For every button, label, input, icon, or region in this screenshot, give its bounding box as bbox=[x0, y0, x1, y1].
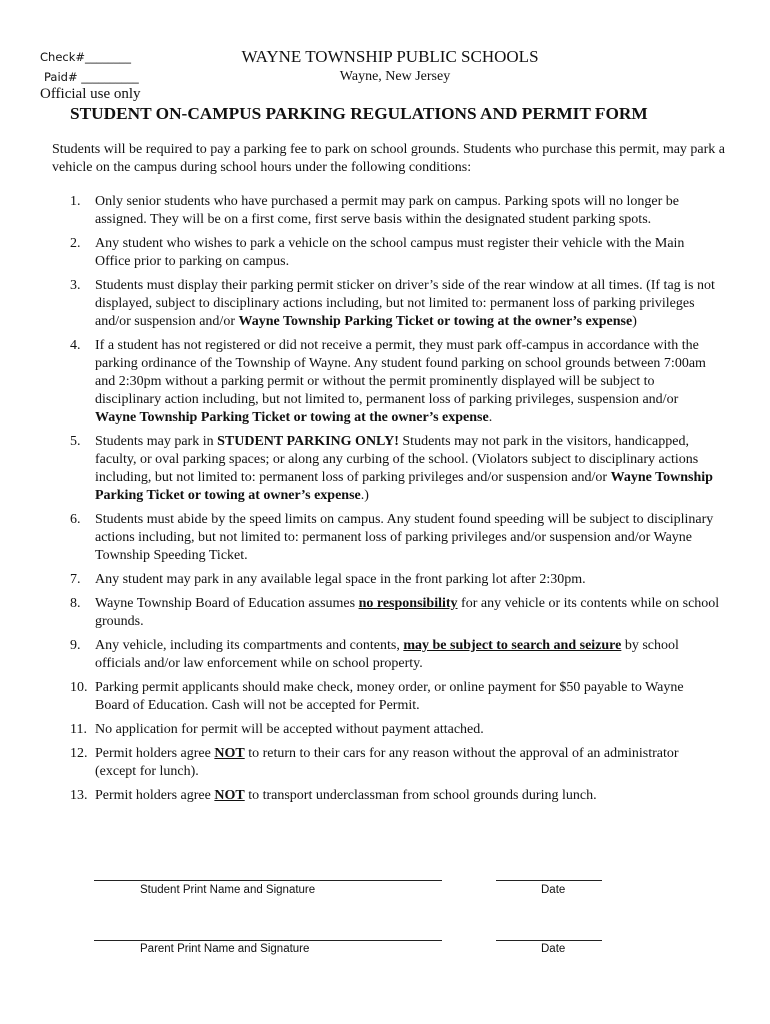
rule-text: Permit holders agree bbox=[95, 746, 215, 761]
rule-number: 13. bbox=[70, 788, 88, 803]
rule-text: .) bbox=[360, 488, 369, 503]
parent-date-line[interactable] bbox=[496, 940, 602, 941]
rule-text: Parking permit applicants should make check, money order, or online payment for $50 payable to Wayne Board of Education. Cash will not be accepted for Permit. bbox=[95, 680, 684, 713]
rule-text: Any vehicle, including its compartments and contents, bbox=[95, 638, 404, 653]
school-name: WAYNE TOWNSHIP PUBLIC SCHOOLS bbox=[241, 47, 539, 66]
rule-number: 2. bbox=[70, 236, 81, 251]
rule-item bbox=[0, 277, 721, 331]
rule-number: 1. bbox=[70, 194, 81, 209]
parent-signature-label: Parent Print Name and Signature bbox=[140, 943, 310, 955]
rule-text: Any student may park in any available legal space in the front parking lot after 2:30pm. bbox=[95, 572, 586, 587]
rule-emphasis: no responsibility bbox=[358, 596, 458, 611]
paid-number-field: Paid# __________ bbox=[44, 70, 139, 84]
rule-number: 11. bbox=[70, 722, 87, 737]
rule-emphasis: Wayne Township Parking Ticket or towing at owner’s expense bbox=[95, 470, 713, 503]
rule-text: Permit holders agree bbox=[95, 788, 215, 803]
official-use-label: Official use only bbox=[40, 86, 141, 102]
rule-emphasis: NOT bbox=[214, 788, 245, 803]
rule-item bbox=[0, 787, 721, 805]
check-number-field: Check#________ bbox=[40, 50, 132, 64]
parent-date-label: Date bbox=[541, 943, 566, 955]
rule-text: Any student who wishes to park a vehicle on the school campus must register their vehicle with the Main Office prior to parking on campus. bbox=[95, 236, 685, 269]
form-title: STUDENT ON-CAMPUS PARKING REGULATIONS AND PERMIT FORM bbox=[70, 104, 648, 123]
rule-text: . bbox=[488, 410, 493, 425]
rule-text: Students must abide by the speed limits on campus. Any student found speeding will be subject to disciplinary actions including, but not limited to: permanent loss of parking privileges and/or suspension and/or Wayne Township Speeding Ticket. bbox=[95, 512, 714, 563]
rule-number: 5. bbox=[70, 434, 81, 449]
rule-number: 6. bbox=[70, 512, 81, 527]
rule-item bbox=[0, 433, 721, 505]
rule-number: 7. bbox=[70, 572, 81, 587]
rule-text: If a student has not registered or did not receive a permit, they must park off-campus in accordance with the parking ordinance of the Township of Wayne. Any student found parking on school grounds between 7:00am and 2:30pm without a parking permit or without the permit prominently displayed will be subject to disciplinary action including, but not limited to, permanent loss of parking privileges, suspension and/or bbox=[95, 338, 706, 407]
student-date-line[interactable] bbox=[496, 880, 602, 881]
rule-number: 9. bbox=[70, 638, 81, 653]
student-signature-line[interactable] bbox=[94, 880, 442, 881]
rule-emphasis: STUDENT PARKING ONLY! bbox=[217, 434, 399, 449]
rule-text: by school officials and/or law enforcement while on school property. bbox=[95, 638, 679, 671]
rule-text: Only senior students who have purchased a permit may park on campus. Parking spots will no longer be assigned. They will be on a first come, first serve basis within the designated student parking spots. bbox=[95, 194, 679, 227]
rule-item bbox=[0, 511, 721, 565]
rule-text: to transport underclassman from school grounds during lunch. bbox=[244, 788, 597, 803]
rule-text: to return to their cars for any reason without the approval of an administrator (except for lunch). bbox=[95, 746, 679, 779]
rule-emphasis: may be subject to search and seizure bbox=[403, 638, 622, 653]
rule-number: 3. bbox=[70, 278, 81, 293]
rule-text: Students must display their parking permit sticker on driver’s side of the rear window at all times. (If tag is not displayed, subject to disciplinary actions including, but not limited to: permanent loss of parking privileges and/or suspension and/or bbox=[95, 278, 715, 329]
rule-item bbox=[0, 679, 721, 715]
rule-text: for any vehicle or its contents while on school grounds. bbox=[95, 596, 720, 629]
rule-text: Wayne Township Board of Education assumes bbox=[95, 596, 359, 611]
rule-number: 8. bbox=[70, 596, 81, 611]
rule-text: Students may not park in the visitors, handicapped, faculty, or oval parking spaces; or along any curbing of the school. (Violators subject to disciplinary actions including, but not limited to: permanent loss of parking privileges and/or suspension and/or bbox=[95, 434, 699, 485]
rule-emphasis: NOT bbox=[214, 746, 245, 761]
rule-number: 12. bbox=[70, 746, 88, 761]
rule-number: 10. bbox=[70, 680, 88, 695]
rule-item bbox=[0, 193, 721, 229]
rule-text: ) bbox=[632, 314, 637, 329]
rule-text: Students may park in bbox=[95, 434, 218, 449]
rule-item bbox=[0, 337, 721, 427]
rule-emphasis: Wayne Township Parking Ticket or towing at the owner’s expense bbox=[95, 410, 489, 425]
rule-item bbox=[0, 745, 721, 781]
rule-item bbox=[0, 721, 721, 739]
student-signature-label: Student Print Name and Signature bbox=[140, 884, 316, 896]
student-date-label: Date bbox=[541, 884, 566, 896]
parent-signature-line[interactable] bbox=[94, 940, 442, 941]
rules-list bbox=[0, 193, 770, 811]
school-location: Wayne, New Jersey bbox=[339, 69, 451, 84]
rule-item bbox=[0, 571, 721, 589]
rule-item bbox=[0, 235, 721, 271]
rule-number: 4. bbox=[70, 338, 81, 353]
rule-item bbox=[0, 595, 721, 631]
rule-item bbox=[0, 637, 721, 673]
intro-paragraph: Students will be required to pay a parking fee to park on school grounds. Students who purchase this permit, may park a vehicle on the campus during school hours under the following conditions: bbox=[52, 142, 726, 175]
rule-emphasis: Wayne Township Parking Ticket or towing at the owner’s expense bbox=[238, 314, 633, 329]
rule-text: No application for permit will be accepted without payment attached. bbox=[95, 722, 484, 737]
